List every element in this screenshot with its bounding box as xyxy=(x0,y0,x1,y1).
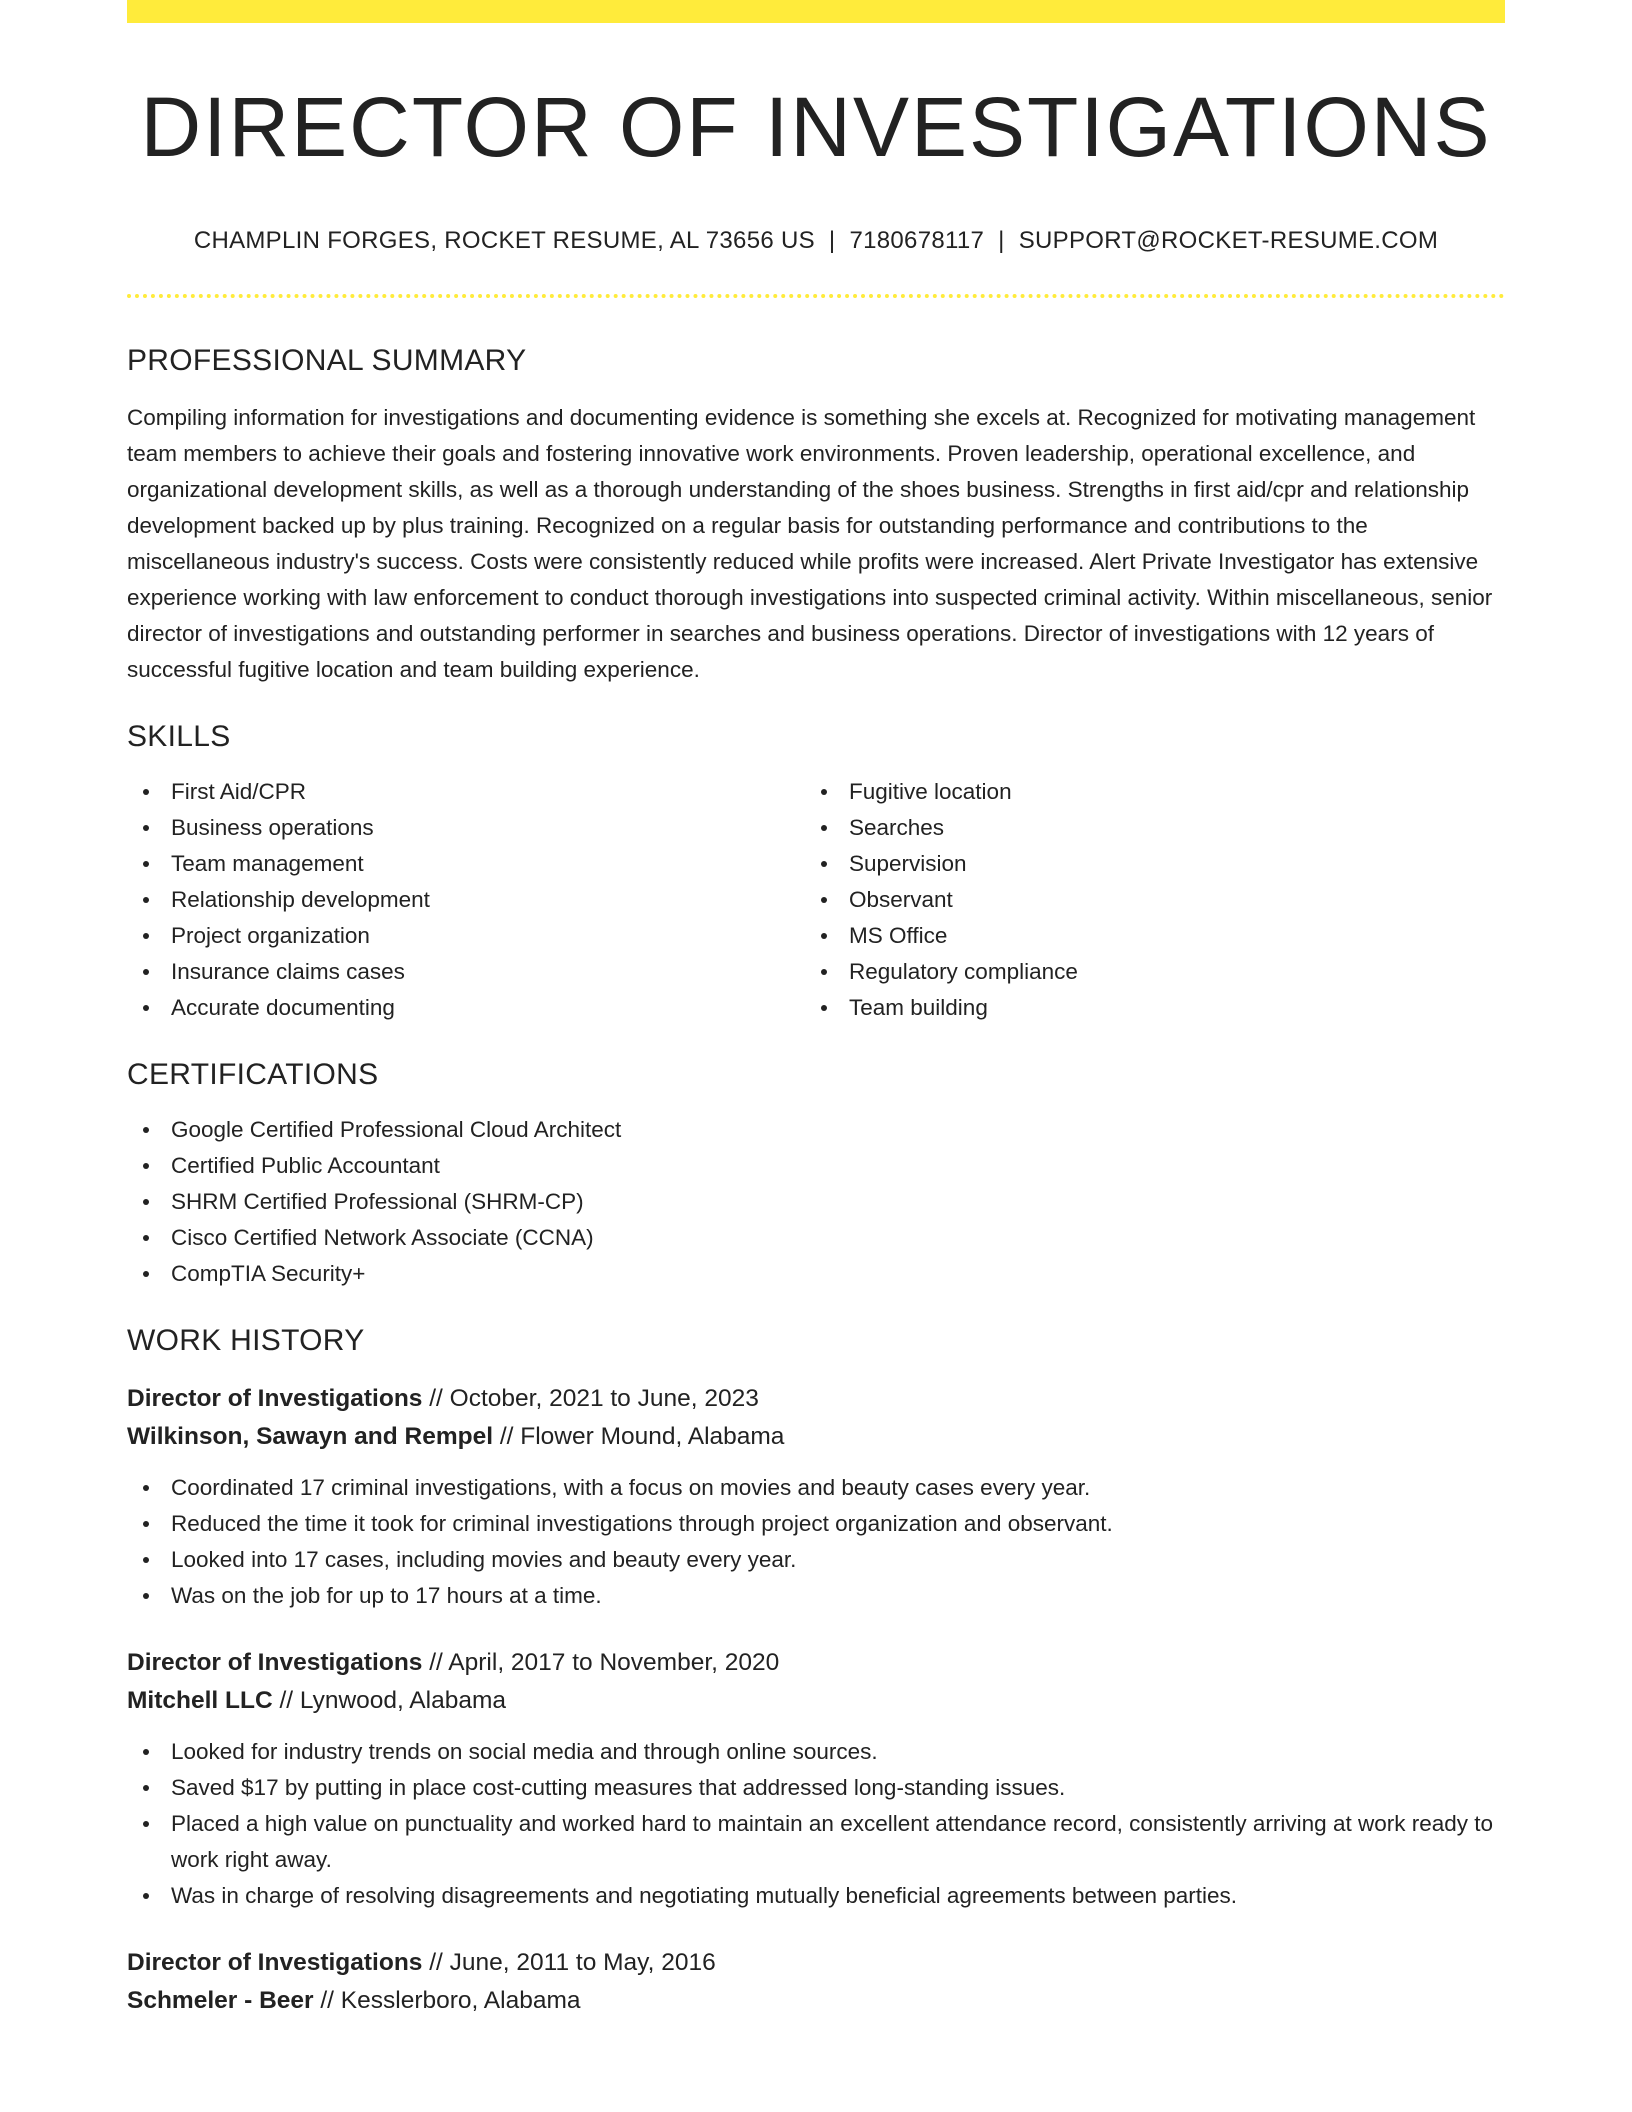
job-location: // Kesslerboro, Alabama xyxy=(320,1987,581,2014)
job-entry xyxy=(127,1380,1505,1614)
skill-item: Searches xyxy=(805,810,1483,846)
job-company-line xyxy=(127,1982,1505,2020)
skills-left-list xyxy=(127,774,805,1026)
job-bullets xyxy=(127,1734,1505,1914)
skills-right-list xyxy=(805,774,1483,1026)
job-location: // Lynwood, Alabama xyxy=(279,1687,506,1714)
skill-item: Supervision xyxy=(805,846,1483,882)
job-company-line xyxy=(127,1418,1505,1456)
skill-item: Fugitive location xyxy=(805,774,1483,810)
job-company: Mitchell LLC xyxy=(127,1687,273,1714)
skill-item: Relationship development xyxy=(127,882,805,918)
work-history-heading: WORK HISTORY xyxy=(127,1324,365,1357)
summary-text: Compiling information for investigations and documenting evidence is something she excels at. Recognized for motivating management team members to achieve their goals and fostering innovative work environments. Proven leadership, operational excellence, and organizational development skills, as well as a thorough understanding of the shoes business. Strengths in first aid/cpr and relationship development backed up by plus training. Recognized on a regular basis for outstanding performance and contributions to the miscellaneous industry's success. Costs were consistently reduced while profits were increased. Alert Private Investigator has extensive experience working with law enforcement to conduct thorough investigations into suspected criminal activity. Within miscellaneous, senior director of investigations and outstanding performer in searches and business operations. Director of investigations with 12 years of successful fugitive location and team building experience. xyxy=(127,405,1493,682)
job-bullet: Coordinated 17 criminal investigations, with a focus on movies and beauty cases every year. xyxy=(127,1470,1505,1506)
skills-heading: SKILLS xyxy=(127,720,231,753)
certification-item: CompTIA Security+ xyxy=(127,1256,1505,1292)
skill-item: Project organization xyxy=(127,918,805,954)
job-bullet: Was in charge of resolving disagreements and negotiating mutually beneficial agreements between parties. xyxy=(127,1878,1505,1914)
separator: | xyxy=(828,227,836,254)
resume-name: DIRECTOR OF INVESTIGATIONS xyxy=(140,80,1492,174)
job-title: Director of Investigations xyxy=(127,1649,423,1676)
certifications-heading: CERTIFICATIONS xyxy=(127,1058,379,1091)
job-title-line xyxy=(127,1380,1505,1418)
job-bullets xyxy=(127,1470,1505,1614)
certification-item: SHRM Certified Professional (SHRM-CP) xyxy=(127,1184,1505,1220)
job-title-line xyxy=(127,1944,1505,1982)
skills-section xyxy=(127,722,1505,1026)
email: SUPPORT@ROCKET-RESUME.COM xyxy=(1018,227,1439,254)
dotted-divider xyxy=(127,294,1505,298)
certifications-list xyxy=(127,1112,1505,1292)
skill-item: Insurance claims cases xyxy=(127,954,805,990)
contact-line xyxy=(127,229,1505,253)
job-bullet: Saved $17 by putting in place cost-cutting measures that addressed long-standing issues. xyxy=(127,1770,1505,1806)
skill-item: Observant xyxy=(805,882,1483,918)
certifications-section xyxy=(127,1060,1505,1292)
job-entry xyxy=(127,1644,1505,1914)
certification-item: Cisco Certified Network Associate (CCNA) xyxy=(127,1220,1505,1256)
job-title-line xyxy=(127,1644,1505,1682)
work-history-section xyxy=(127,1326,1505,2020)
job-company-line xyxy=(127,1682,1505,1720)
job-title: Director of Investigations xyxy=(127,1385,423,1412)
skill-item: Regulatory compliance xyxy=(805,954,1483,990)
summary-heading: PROFESSIONAL SUMMARY xyxy=(127,344,527,377)
skill-item: First Aid/CPR xyxy=(127,774,805,810)
job-title: Director of Investigations xyxy=(127,1949,423,1976)
job-bullet: Was on the job for up to 17 hours at a time. xyxy=(127,1578,1505,1614)
job-bullet: Looked for industry trends on social media and through online sources. xyxy=(127,1734,1505,1770)
skill-item: Team building xyxy=(805,990,1483,1026)
certification-item: Google Certified Professional Cloud Architect xyxy=(127,1112,1505,1148)
skill-item: Team management xyxy=(127,846,805,882)
resume-page xyxy=(127,0,1505,2020)
job-dates: // October, 2021 to June, 2023 xyxy=(429,1385,759,1412)
summary-section xyxy=(127,346,1505,688)
job-bullet: Reduced the time it took for criminal investigations through project organization and observant. xyxy=(127,1506,1505,1542)
phone: 7180678117 xyxy=(849,227,985,254)
job-dates: // June, 2011 to May, 2016 xyxy=(429,1949,716,1976)
job-company: Schmeler - Beer xyxy=(127,1987,314,2014)
skills-columns xyxy=(127,774,1505,1026)
job-bullet: Placed a high value on punctuality and worked hard to maintain an excellent attendance record, consistently arriving at work ready to work right away. xyxy=(127,1806,1505,1878)
job-location: // Flower Mound, Alabama xyxy=(499,1423,785,1450)
certification-item: Certified Public Accountant xyxy=(127,1148,1505,1184)
job-dates: // April, 2017 to November, 2020 xyxy=(429,1649,780,1676)
address: CHAMPLIN FORGES, ROCKET RESUME, AL 73656 US xyxy=(193,227,815,254)
separator: | xyxy=(998,227,1005,254)
accent-bar xyxy=(127,0,1505,23)
job-bullet: Looked into 17 cases, including movies and beauty every year. xyxy=(127,1542,1505,1578)
skill-item: Business operations xyxy=(127,810,805,846)
job-company: Wilkinson, Sawayn and Rempel xyxy=(127,1423,494,1450)
job-entry xyxy=(127,1944,1505,2020)
skill-item: Accurate documenting xyxy=(127,990,805,1026)
skill-item: MS Office xyxy=(805,918,1483,954)
